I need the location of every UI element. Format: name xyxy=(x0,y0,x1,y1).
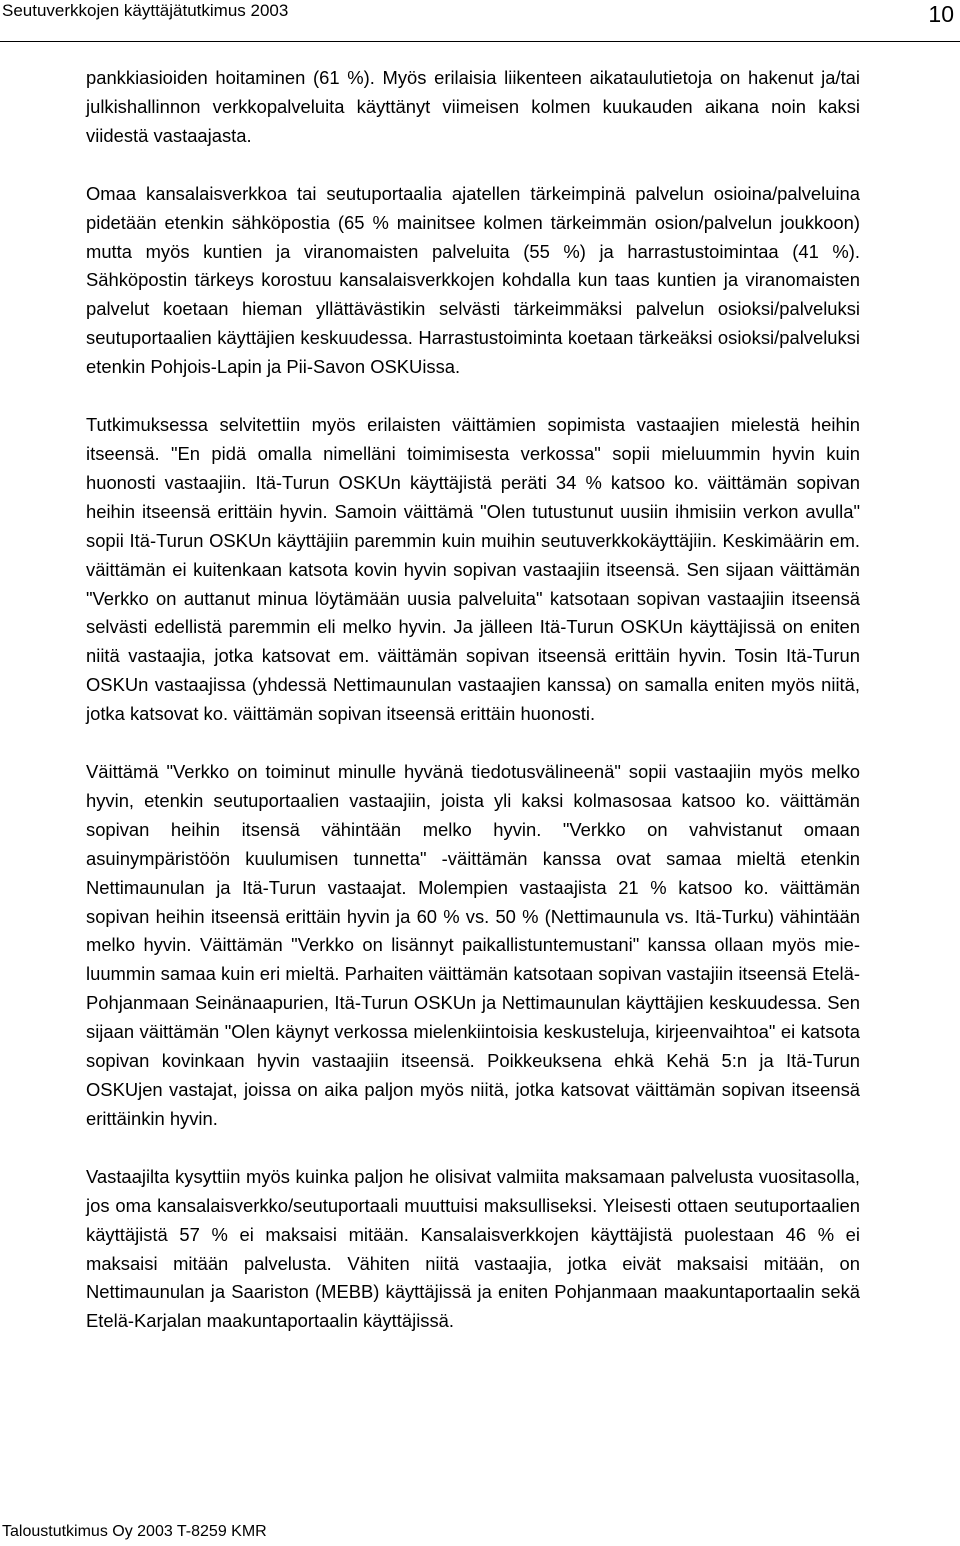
page-number: 10 xyxy=(928,1,954,27)
paragraph: Väittämä "Verkko on toiminut minulle hyvänä tiedotusvälineenä" sopii vastaajiin myös melko hyvin, etenkin seutuportaalien vastaajiin, joista yli kaksi kolmasosaa katsoo ko. väittämän sopivan heihin itsensä vähintään melko hyvin. "Verkko on vahvistanut omaan asuinympäristöön kuulumisen tunnetta" -väittämän kanssa ovat samaa mieltä etenkin Nettimaunulan ja Itä-Turun vastaajat. Molempien vastaajista 21 % katsoo ko. väittämän sopivan heihin itseensä erittäin hyvin ja 60 % vs. 50 % (Nettimaunula vs. Itä-Turku) vähintään melko hyvin. Väittämän "Verkko on lisännyt paikallistuntemustani" kanssa ollaan myös mieluummin samaa kuin eri mieltä. Parhaiten väittämän katsotaan sopivan vastajiin itseensä Etelä-Pohjanmaan Seinänaapurien, Itä-Turun OSKUn ja Nettimaunulan käyttäjien keskuudessa. Sen sijaan väittämän "Olen käynyt verkossa mielenkiintoisia keskusteluja, kirjeenvaihtoa" ei katsota sopivan kovinkaan hyvin vastaajiin itseensä. Poikkeuksena ehkä Kehä 5:n ja Itä-Turun OSKUjen vastajat, joissa on aika paljon myös niitä, jotka katsovat väittämän sopivan itseensä erittäinkin hyvin. xyxy=(86,761,860,1129)
page-footer: Taloustutkimus Oy 2003 T-8259 KMR xyxy=(2,1523,267,1540)
paragraph: pankkiasioiden hoitaminen (61 %). Myös erilaisia liikenteen aikataulutietoja on hakenut ja/tai julkishallinnon verkkopalveluita käyttänyt viimeisen kolmen kuukauden aikana noin kaksi viidestä vastaajasta. xyxy=(86,67,860,146)
page-header xyxy=(0,0,960,42)
body-text xyxy=(86,64,860,1336)
paragraph: Vastaajilta kysyttiin myös kuinka paljon he olisivat valmiita maksamaan palvelusta vuositasolla, jos oma kansalaisverkko/seutuportaali muuttuisi maksulliseksi. Yleisesti ottaen seutuportaalien käyttäjistä 57 % ei maksaisi mitään. Kansalaisverkkojen käyttäjistä puolestaan 46 % ei maksaisi mitään palvelusta. Vähiten niitä vastaajia, jotka eivät maksaisi mitään, on Nettimaunulan ja Saariston (MEBB) käyttäjissä ja eniten Pohjanmaan maakuntaportaalin sekä Etelä-Karjalan maakuntaportaalin käyttäjissä. xyxy=(86,1165,860,1332)
paragraph: Omaa kansalaisverkkoa tai seutuportaalia ajatellen tärkeimpinä palvelun osioina/palveluina pidetään etenkin sähköpostia (65 % mainitsee kolmen tärkeimmän osion/palvelun joukkoon) mutta myös kuntien ja viranomaisten palveluita (55 %) ja harrastustoimintaa (41 %). Sähköpostin tärkeys korostuu kansalaisverkkojen kohdalla kun taas kuntien ja viranomaisten palvelut koetaan hieman yllättävästikin selvästi tärkeimmäksi palvelun osioksi/palveluksi seutuportaalien käyttäjien keskuudessa. Harrastustoiminta koetaan tärkeäksi osioksi/palveluksi etenkin Pohjois-Lapin ja Pii-Savon OSKUissa. xyxy=(86,182,860,378)
running-header-title: Seutuverkkojen käyttäjätutkimus 2003 xyxy=(2,1,289,20)
paragraph: Tutkimuksessa selvitettiin myös erilaisten väittämien sopimista vastaajien mielestä heihin itseensä. "En pidä omalla nimelläni toimimisesta verkossa" sopii mieluummin hyvin kuin huonosti vastaajiin. Itä-Turun OSKUn käyttäjistä peräti 34 % katsoo ko. väittämän sopivan heihin itseensä erittäin hyvin. Samoin väittämä "Olen tutustunut uusiin ihmisiin verkon avulla" sopii Itä-Turun OSKUn käyttäjiin paremmin kuin muihin seutuverkkokäyttäjiin. Keskimäärin em. väittämän ei kuitenkaan katsota kovin hyvin sopivan vastaajiin itseensä. Sen sijaan väittämän "Verkko on auttanut minua löytämään uusia palveluita" katsotaan sopivan vastaajiin itseensä selvästi edellistä paremmin eli melko hyvin. Ja jälleen Itä-Turun OSKUn käyttäjissä on eniten niitä vastaajia, jotka katsovat em. väittämän sopivan itseensä erittäin hyvin. Tosin Itä-Turun OSKUn vastaajissa (yhdessä Nettimaunulan vastaajien kanssa) on samalla eniten myös niitä, jotka katsovat ko. väittämän sopivan itseensä erittäin huonosti. xyxy=(86,414,860,725)
header-divider xyxy=(0,41,960,42)
